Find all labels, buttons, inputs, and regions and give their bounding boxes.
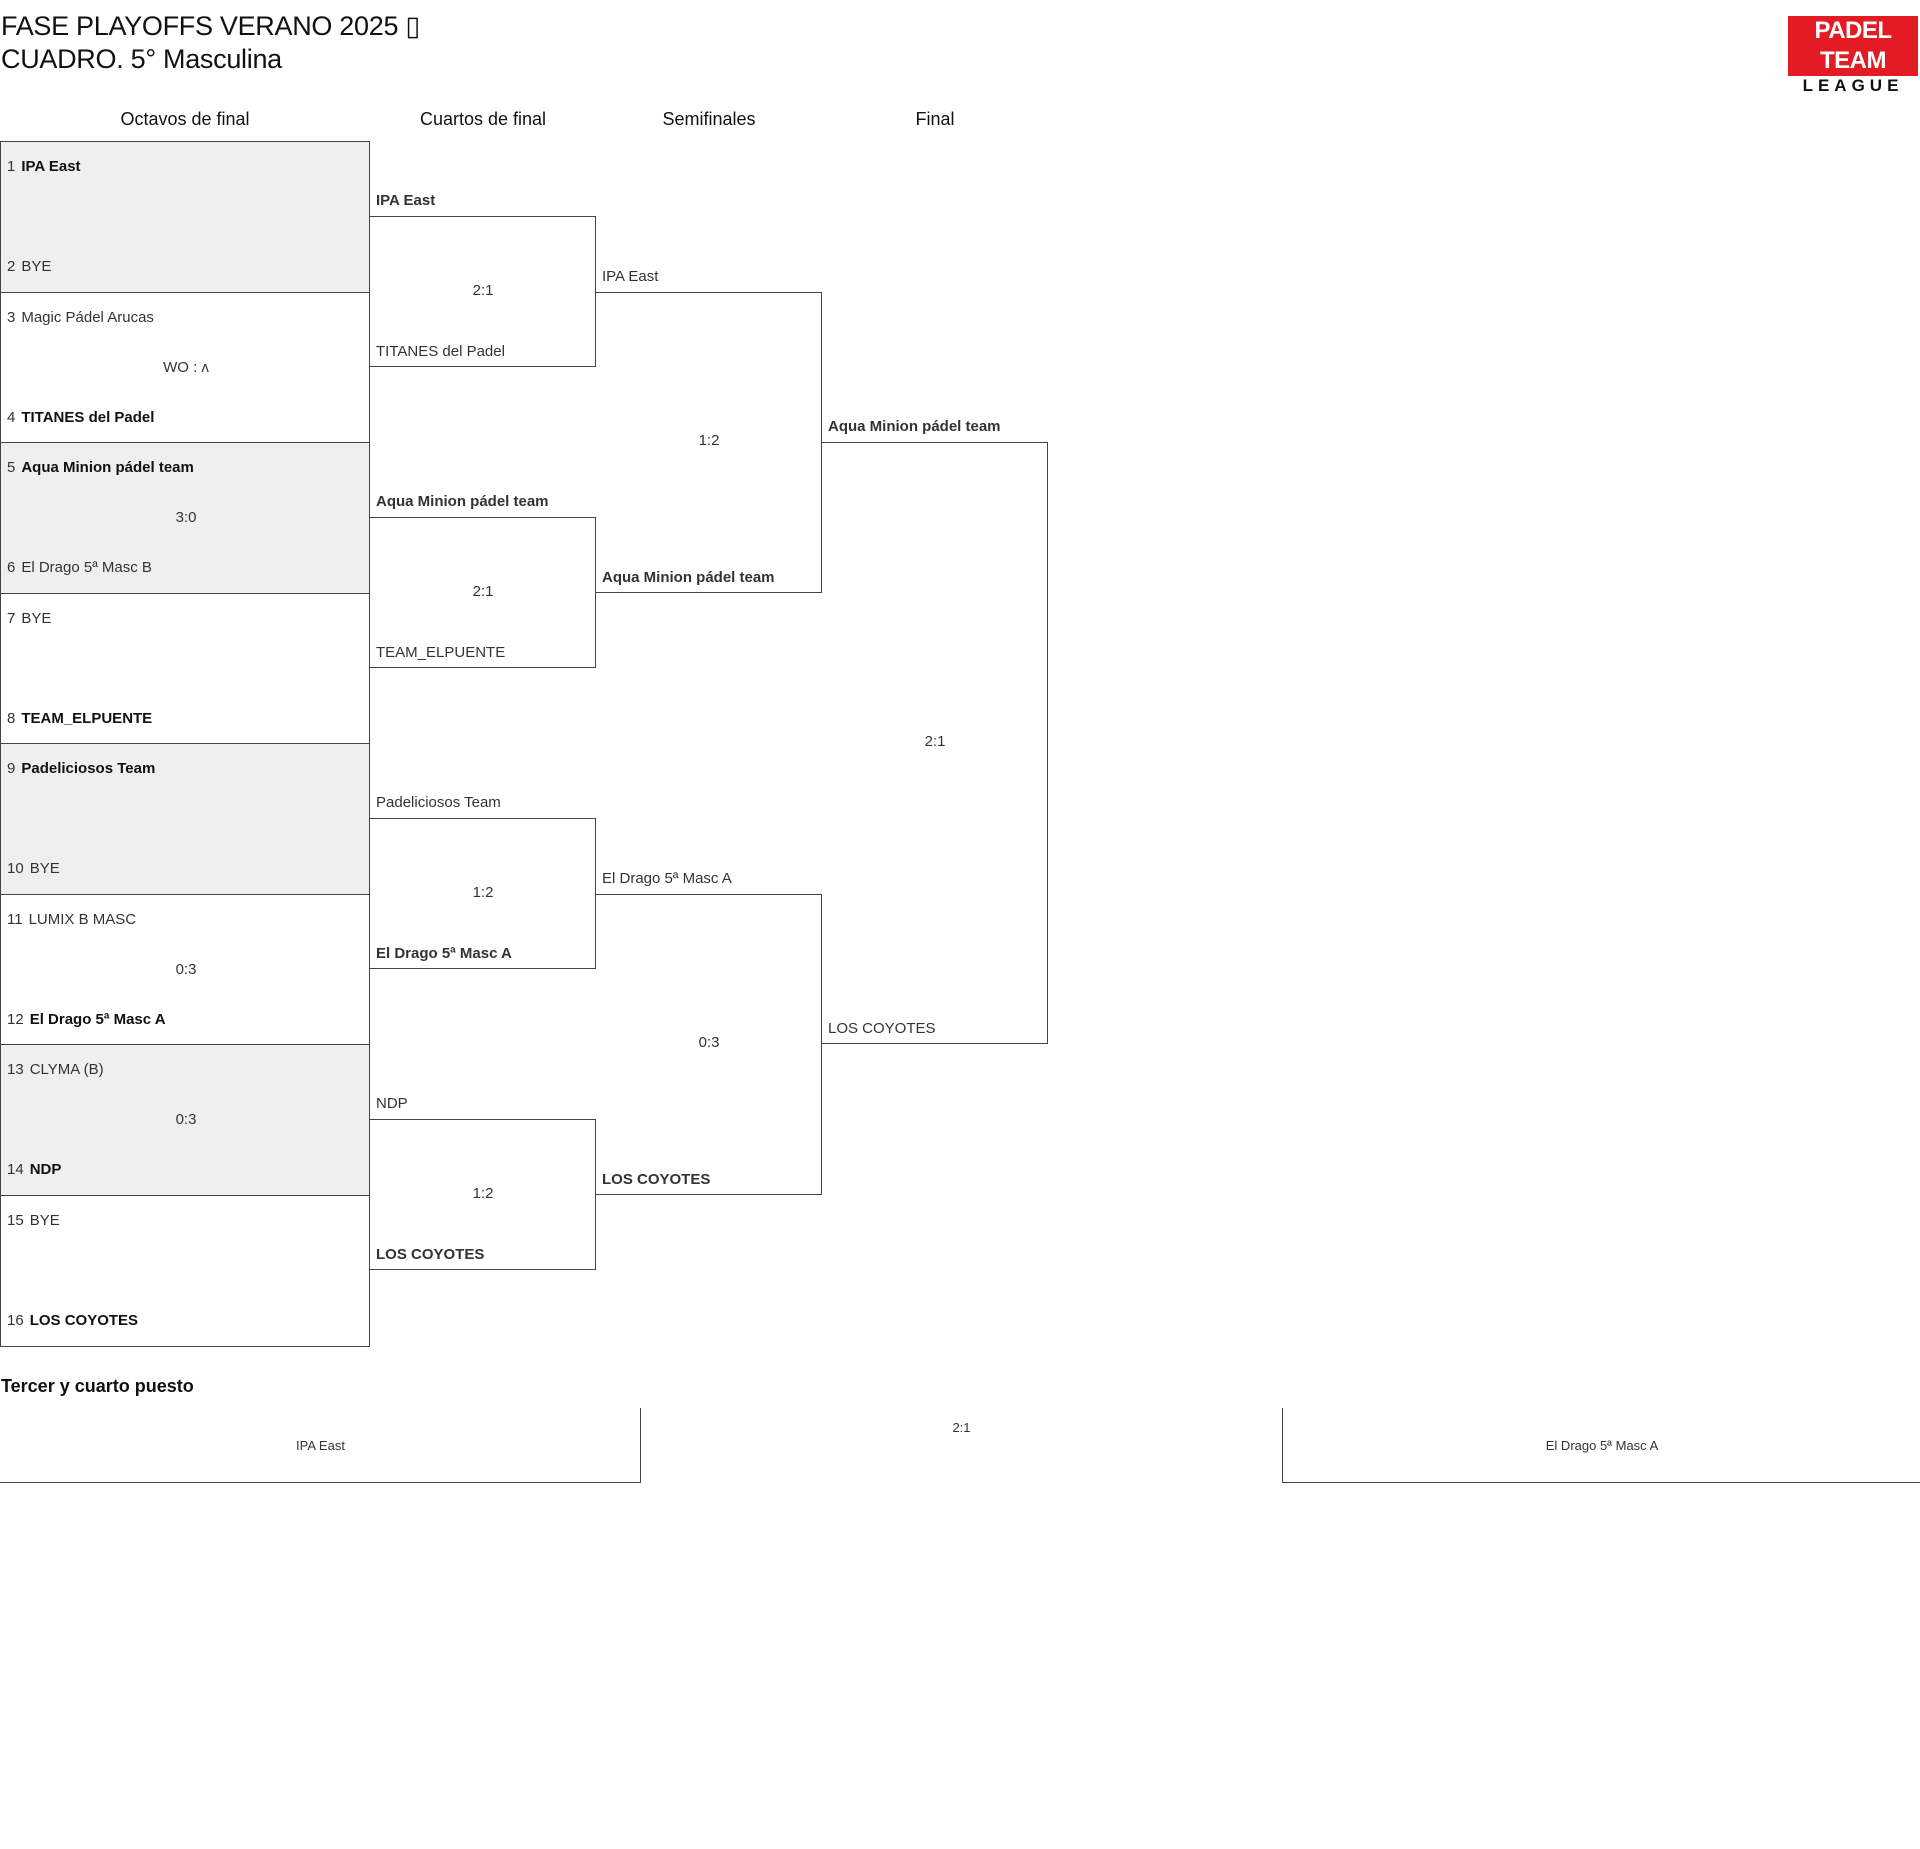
- match-score: 0:3: [175, 961, 197, 978]
- title-line-1: FASE PLAYOFFS VERANO 2025 ▯: [1, 11, 420, 41]
- team-name: NDP: [29, 1161, 62, 1178]
- team-name: Magic Pádel Arucas: [21, 309, 154, 326]
- r16-match: [0, 894, 370, 1046]
- team-name: Aqua Minion pádel team: [376, 493, 549, 510]
- third-place-left-box: [0, 1408, 641, 1483]
- seed-number: 3: [7, 309, 16, 326]
- team-name: IPA East: [21, 158, 81, 175]
- team-name: LOS COYOTES: [29, 1312, 139, 1329]
- match-score: WO : ᴧ: [163, 359, 209, 376]
- r16-team-row: [7, 1011, 166, 1028]
- r16-match: [0, 743, 370, 895]
- match-score: 2:1: [924, 733, 946, 750]
- r16-team-row: [7, 1212, 60, 1229]
- seed-number: 9: [7, 760, 16, 777]
- seed-number: 10: [7, 860, 24, 877]
- match-score: 1:2: [698, 432, 720, 449]
- r16-match: [0, 1195, 370, 1347]
- seed-number: 12: [7, 1011, 24, 1028]
- seed-number: 16: [7, 1312, 24, 1329]
- third-place-left-team: IPA East: [296, 1438, 345, 1453]
- r16-team-row: [7, 1161, 61, 1178]
- match-score: 1:2: [472, 1185, 494, 1202]
- r16-team-row: [7, 258, 51, 275]
- third-place-score: 2:1: [952, 1420, 971, 1435]
- team-name: TITANES del Padel: [376, 343, 505, 360]
- team-name: TEAM_ELPUENTE: [21, 710, 153, 727]
- seed-number: 4: [7, 409, 16, 426]
- r16-match: [0, 292, 370, 444]
- round-header-semifinales: Semifinales: [662, 109, 756, 129]
- padel-team-league-logo: [1788, 16, 1918, 95]
- third-place-right-box: [1282, 1408, 1920, 1483]
- r16-team-row: [7, 459, 194, 476]
- r16-team-row: [7, 610, 51, 627]
- match-score: 0:3: [175, 1111, 197, 1128]
- team-name: El Drago 5ª Masc A: [376, 945, 512, 962]
- match-score: 0:3: [698, 1034, 720, 1051]
- team-name: Aqua Minion pádel team: [21, 459, 194, 476]
- team-name: CLYMA (B): [29, 1061, 104, 1078]
- team-name: Padeliciosos Team: [21, 760, 156, 777]
- team-name: LOS COYOTES: [828, 1020, 936, 1037]
- team-name: El Drago 5ª Masc B: [21, 559, 152, 576]
- r16-team-row: [7, 559, 152, 576]
- r16-match: [0, 593, 370, 745]
- round-header-final: Final: [915, 109, 955, 129]
- third-place-title: Tercer y cuarto puesto: [1, 1376, 194, 1396]
- logo-bottom-text: LEAGUE: [1802, 76, 1904, 95]
- team-name: NDP: [376, 1095, 408, 1112]
- r16-team-row: [7, 158, 81, 175]
- team-name: Padeliciosos Team: [376, 794, 501, 811]
- seed-number: 14: [7, 1161, 24, 1178]
- r16-team-row: [7, 710, 152, 727]
- match-score: 3:0: [175, 509, 197, 526]
- r16-team-row: [7, 309, 154, 326]
- round-header-octavos: Octavos de final: [120, 109, 250, 129]
- team-name: BYE: [29, 860, 60, 877]
- seed-number: 11: [7, 911, 23, 928]
- third-place-right-team: El Drago 5ª Masc A: [1545, 1438, 1659, 1453]
- team-name: BYE: [21, 258, 52, 275]
- seed-number: 2: [7, 258, 16, 275]
- team-name: TITANES del Padel: [21, 409, 155, 426]
- r16-team-row: [7, 1312, 138, 1329]
- logo-top-text: PADEL TEAM: [1788, 16, 1918, 76]
- r16-match: [0, 1044, 370, 1196]
- team-name: El Drago 5ª Masc A: [602, 870, 732, 887]
- team-name: BYE: [29, 1212, 60, 1229]
- r16-team-row: [7, 911, 136, 928]
- r16-team-row: [7, 1061, 104, 1078]
- team-name: IPA East: [376, 192, 436, 209]
- team-name: Aqua Minion pádel team: [602, 569, 775, 586]
- team-name: TEAM_ELPUENTE: [376, 644, 506, 661]
- team-name: Aqua Minion pádel team: [828, 418, 1001, 435]
- title-line-2: CUADRO. 5° Masculina: [1, 44, 282, 74]
- match-score: 2:1: [472, 282, 494, 299]
- seed-number: 5: [7, 459, 16, 476]
- seed-number: 15: [7, 1212, 24, 1229]
- team-name: El Drago 5ª Masc A: [29, 1011, 166, 1028]
- r16-team-row: [7, 860, 60, 877]
- seed-number: 6: [7, 559, 16, 576]
- team-name: LOS COYOTES: [376, 1246, 485, 1263]
- team-name: LOS COYOTES: [602, 1171, 711, 1188]
- r16-match: [0, 442, 370, 594]
- seed-number: 8: [7, 710, 16, 727]
- page-title: [1, 10, 420, 76]
- team-name: IPA East: [602, 268, 659, 285]
- team-name: LUMIX B MASC: [28, 911, 137, 928]
- r16-match: [0, 141, 370, 293]
- round-header-cuartos: Cuartos de final: [419, 109, 547, 129]
- team-name: BYE: [21, 610, 52, 627]
- r16-team-row: [7, 760, 155, 777]
- match-score: 1:2: [472, 884, 494, 901]
- seed-number: 7: [7, 610, 16, 627]
- seed-number: 1: [7, 158, 16, 175]
- seed-number: 13: [7, 1061, 24, 1078]
- r16-team-row: [7, 409, 154, 426]
- match-score: 2:1: [472, 583, 494, 600]
